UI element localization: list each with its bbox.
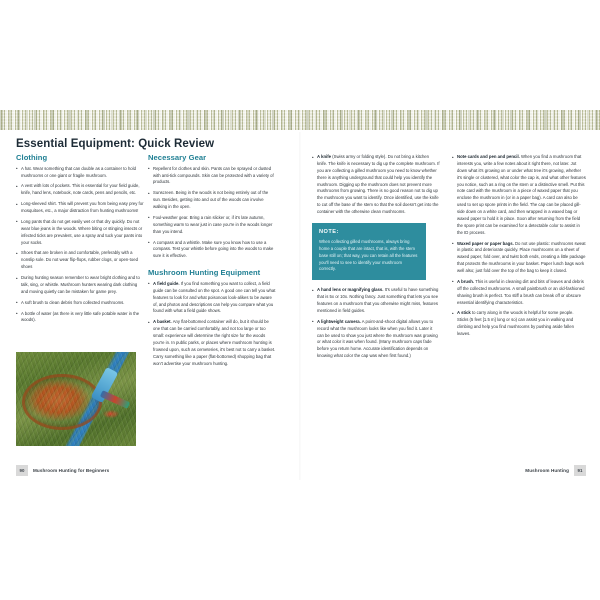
hunting-equipment-list-part-one (148, 281, 276, 368)
item-text: Any flat-bottomed container will do, but it should be one that can be carried comfortably, and not too large or too small: experience will determine the right size for the woods you're in. In public parks, or places where mushroom hunting is frowned upon, such as cemeteries, it's best not to carry a basket. Carry something like a paper (flat-bottomed) shopping bag that won't advertise your mushroom hunting. (153, 319, 276, 366)
note-title: NOTE: (319, 228, 339, 235)
photo-basket-with-mushrooms (16, 352, 136, 446)
list-item (452, 154, 586, 237)
note-body: When collecting gilled mushrooms, always bring home a couple that are intact, that is, with the stem base still on; that way, you can retain all the features you'll need to see to identify your mushroom correctly. (319, 238, 418, 272)
section-heading-clothing: Clothing (16, 153, 48, 162)
item-text: It's useful to have something that is 5x or 10x. Nothing fancy. Just something that lets you see features on a mushroom that you otherwise might miss, features mentioned in field guides. (317, 287, 439, 313)
item-lead: A stick (457, 310, 471, 316)
hunting-equipment-list-part-two (312, 154, 440, 216)
section-heading-mushroom-hunting-equipment: Mushroom Hunting Equipment (148, 268, 261, 278)
page-number-right: 91 (574, 465, 586, 476)
page-footer (0, 465, 600, 489)
item-text: This is useful in cleaning dirt and bits of leaves and debris off the collected mushrooms. A small paintbrush or an old-fashioned shaving brush is perfect. Too stiff a brush can break off or obscure essential identifying characteristics. (457, 278, 585, 305)
list-item: • During hunting season remember to wear bright clothing and to talk, sing, or whistle. Mushroom hunters wearing dark clothing and moving quietly can be mistaken for game prey. (16, 275, 144, 296)
folio-left (16, 465, 109, 476)
folio-right (525, 465, 586, 476)
list-item (312, 287, 440, 315)
list-item: • Foul-weather gear. Bring a rain slicker or, if it's late autumn, something warm to wear just in case you're in the woods longer than you intend. (148, 215, 276, 236)
list-item (148, 281, 276, 315)
item-lead: A hand lens or magnifying glass. (317, 287, 384, 293)
item-lead: A brush. (457, 278, 475, 284)
item-lead: Waxed paper or paper bags. (457, 240, 514, 246)
column-two (148, 154, 276, 371)
item-lead: A lightweight camera. (317, 318, 361, 324)
column-three (312, 154, 440, 364)
list-item: • A compass and a whistle. Make sure you know how to use a compass. Test your whistle before going into the woods to make sure it is effective. (148, 240, 276, 261)
necessary-gear-list (148, 166, 276, 261)
list-item (148, 319, 276, 367)
item-lead: A field guide. (153, 280, 180, 286)
running-head-left: Mushroom Hunting for Beginners (33, 468, 110, 473)
item-text: If you find something you want to collect, a field guide can be consulted on the spot. A good one can tell you what features to look for and what poisonous look-alikes to be aware of, and photos and descriptions can help you compare what you found with what a field guide shows. (153, 280, 276, 314)
list-item (312, 154, 440, 216)
page-number-left: 90 (16, 465, 28, 476)
item-text: When you find a mushroom that interests you, write a few notes about it right there, not later. Jot down what it's growing on or under what tree it's growing, whether it's single or clustered, what color the cap is, and what other features you notice, such as a ring on the stem or a distinctive smell. Put this note card with the mushroom in a piece of waxed paper that you enclose the mushroom in (or in a paper bag). A card can also be used to set up spore prints in the field. The cap can be placed gill-side down on a white card, and then wrapped in a waxed bag or waxed paper to hold it in place. Soon after returning from the field the spore print can be examined for a detectable color to assist in the ID process. (457, 154, 586, 235)
item-text: to carry along in the woods is helpful for some people. Sticks (5 feet [1.5 m] long or so) can assist you in walking and climbing and help you find mushrooms by pushing aside fallen leaves. (457, 310, 574, 336)
item-lead: A basket. (153, 319, 172, 325)
item-text: (Swiss army or folding style). Do not bring a kitchen knife. The knife is necessary to dig up the complete mushroom. If you are collecting a gilled mushroom you need to know whether there is anything underground that could help you identify the mushroom. Digging up the mushroom does not prevent more mushrooms from growing. There is no good reason not to dig up the mushroom you want to identify. Once identified, use the knife to cut off the base of the stem so that the soil doesn't get into the container with the otherwise clean mushrooms. (317, 154, 440, 214)
list-item: • Long-sleeved shirt. This will prevent you from being easy prey for mosquitoes, etc., a major distraction from hunting mushrooms! (16, 201, 144, 215)
item-text: A point-and-shoot digital allows you to record what the mushroom looks like when you find it. Later it can be used to show you just where the mushroom was growing or what color it was when found. (Many mushroom caps fade before you return home. Accurate identification depends on knowing what color the cap was when first found.) (317, 318, 438, 359)
list-item: • A bottle of water (as there is very little safe potable water in the woods). (16, 311, 144, 325)
photo-basket (22, 374, 102, 430)
list-item (452, 241, 586, 275)
page-title: Essential Equipment: Quick Review (16, 138, 215, 150)
list-item (452, 279, 586, 307)
list-item (452, 310, 586, 338)
list-item: • Long pants that do not get easily wet or that dry quickly. Do not wear blue jeans in the woods. Where biting or stinging insects or infected ticks are prevalent, use a spray and tuck your pants into your socks. (16, 219, 144, 247)
item-text: Do not use plastic: mushrooms sweat in plastic and deteriorate quickly. Place mushrooms on a sheet of waxed paper, fold over, and twist both ends, creating a little package that protects the mushrooms in your basket. Paper lunch bags work well also; just fold over the top of the bag to keep it closed. (457, 240, 586, 273)
hunting-equipment-list-part-four (452, 154, 586, 338)
running-head-right: Mushroom Hunting (525, 468, 569, 473)
book-spread (0, 110, 600, 490)
note-box (312, 223, 426, 280)
hunting-equipment-list-part-three (312, 287, 440, 360)
clothing-list (16, 166, 144, 325)
list-item (312, 319, 440, 360)
list-item: • A soft brush to clean debris from collected mushrooms. (16, 300, 144, 307)
item-lead: A knife (317, 154, 332, 159)
decorative-texture-band (0, 110, 600, 130)
list-item: • A hat. Wear something that can double as a container to hold mushrooms or one giant or fragile mushroom. (16, 166, 144, 180)
list-item: • Shoes that are broken in and comfortable, preferably with a nonslip sole. Do not wear flip-flops, rubber clogs, or open-toed shoes (16, 250, 144, 271)
section-heading-necessary-gear: Necessary Gear (148, 153, 207, 162)
column-one (16, 154, 144, 328)
list-item: • Repellent for clothes and skin. Pants can be sprayed or dusted with anti-tick compounds. Skin can be protected with a variety of products. (148, 166, 276, 187)
column-four (452, 154, 586, 342)
item-lead: Note cards and pen and pencil. (457, 154, 520, 159)
list-item: • Sunscreen. Being in the woods is not being entirely out of the sun. Besides, getting into and out of the woods can involve walking in the open. (148, 190, 276, 211)
list-item: • A vest with lots of pockets. This is essential for your field guide, knife, hand lens, notebook, note cards, pens and pencils, etc. (16, 183, 144, 197)
